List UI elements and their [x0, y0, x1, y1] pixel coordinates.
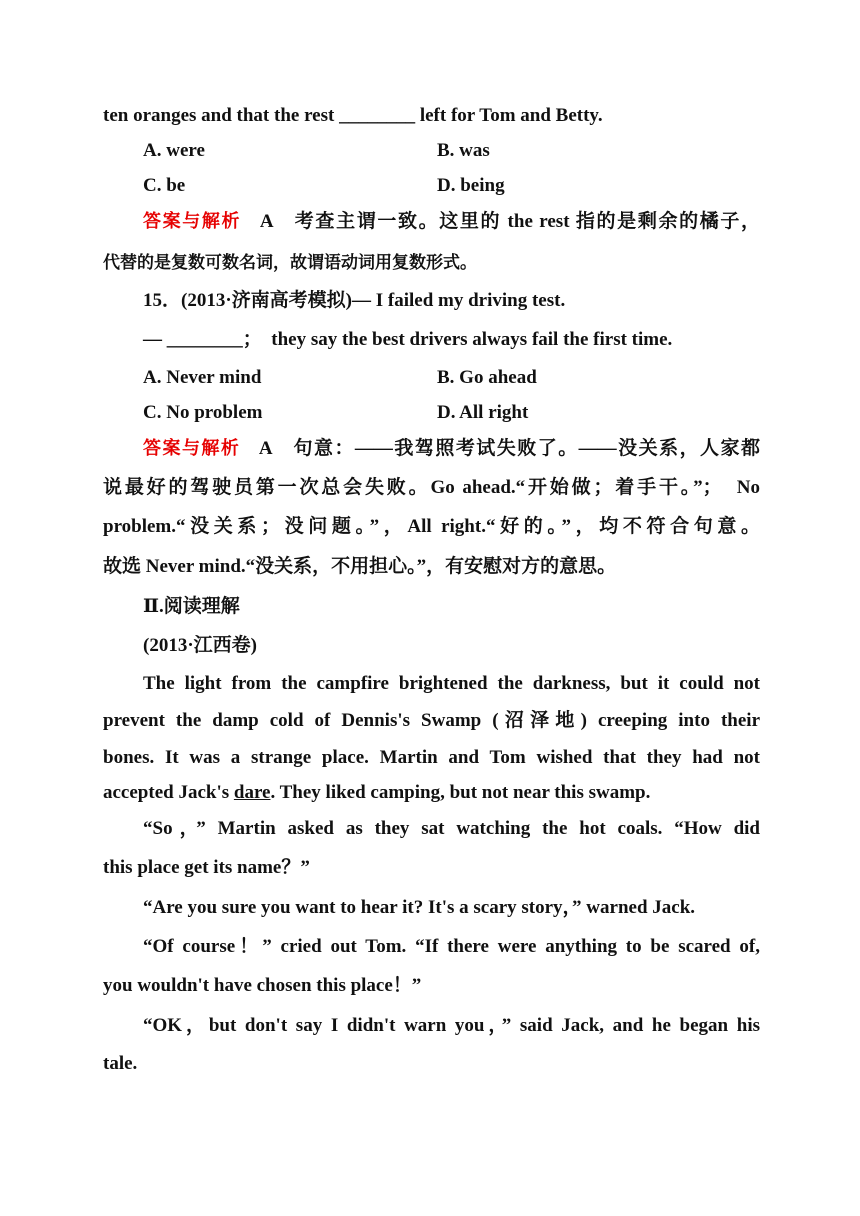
q15-options-row-1 — [143, 365, 760, 391]
passage-p1-line-3: bones. It was a strange place. Martin and Tom wished that they had not — [103, 747, 760, 768]
q14-answer-line-2: 代替的是复数可数名词，故谓语动词用复数形式。 — [103, 253, 477, 273]
q15-answer-line-3: problem.“没关系；没问题。”，All right.“好的。”，均不符合句意。 — [103, 516, 760, 537]
passage-p1-line-1: The light from the campfire brightened the darkness, but it could not — [143, 673, 760, 694]
section-source: (2013·江西卷) — [143, 635, 257, 656]
q15-option-a: A. Never mind — [143, 367, 262, 388]
q15-option-c: C. No problem — [143, 402, 263, 423]
passage-p4-line-2: you wouldn't have chosen this place！” — [103, 975, 422, 996]
q15-option-d: D. All right — [437, 402, 529, 423]
q15-answer-line-1 — [143, 436, 760, 462]
section-title: Ⅱ.阅读理解 — [143, 596, 240, 617]
q15-stem-2: — ________； they say the best drivers always fail the first time. — [143, 329, 673, 350]
passage-p5-line-2: tale. — [103, 1053, 138, 1074]
q14-option-c: C. be — [143, 175, 186, 196]
q15-answer-line-4: 故选 Never mind.“没关系，不用担心。”，有安慰对方的意思。 — [103, 556, 617, 577]
q14-options-row-1 — [143, 138, 760, 164]
q15-option-b: B. Go ahead — [437, 367, 537, 388]
q15-stem: 15．(2013·济南高考模拟)— I failed my driving test. — [143, 290, 566, 311]
passage-p1-line-2: prevent the damp cold of Dennis's Swamp (沼泽地) creeping into their — [103, 710, 760, 731]
passage-p1-line-4 — [103, 780, 760, 806]
passage-p5-line-1: “OK，but don't say I didn't warn you，” said Jack, and he began his — [143, 1015, 760, 1036]
q15-options-row-2 — [143, 400, 760, 426]
q14-option-d: D. being — [437, 175, 505, 196]
q14-option-a: A. were — [143, 140, 205, 161]
q14-answer-text-1: A 考查主谓一致。这里的 the rest 指的是剩余的橘子， — [259, 211, 761, 232]
q15-answer-label: 答案与解析 — [143, 438, 241, 459]
passage-p1-line-4-end: . They liked camping, but not near this swamp. — [270, 782, 651, 803]
passage-p2-line-2: this place get its name？” — [103, 857, 310, 878]
q14-option-b: B. was — [437, 140, 490, 161]
q14-options-row-2 — [143, 173, 760, 199]
passage-p2-line-1: “So，” Martin asked as they sat watching the hot coals. “How did — [143, 818, 760, 839]
q15-answer-line-2: 说最好的驾驶员第一次总会失败。Go ahead.“开始做；着手干。”； No — [103, 477, 760, 498]
q15-answer-text-1: A 句意：——我驾照考试失败了。——没关系，人家都 — [258, 438, 761, 459]
underlined-word-dare: dare — [233, 782, 271, 803]
q14-answer-label: 答案与解析 — [143, 211, 242, 232]
passage-p3-line-1: “Are you sure you want to hear it? It's a scary story，” warned Jack. — [143, 897, 696, 918]
q14-stem-end: ten oranges and that the rest ________ left for Tom and Betty. — [103, 105, 603, 126]
q14-answer-line-1 — [143, 209, 760, 235]
passage-p1-line-4-start: accepted Jack's — [103, 782, 234, 803]
passage-p4-line-1: “Of course！” cried out Tom. “If there were anything to be scared of, — [143, 936, 760, 957]
